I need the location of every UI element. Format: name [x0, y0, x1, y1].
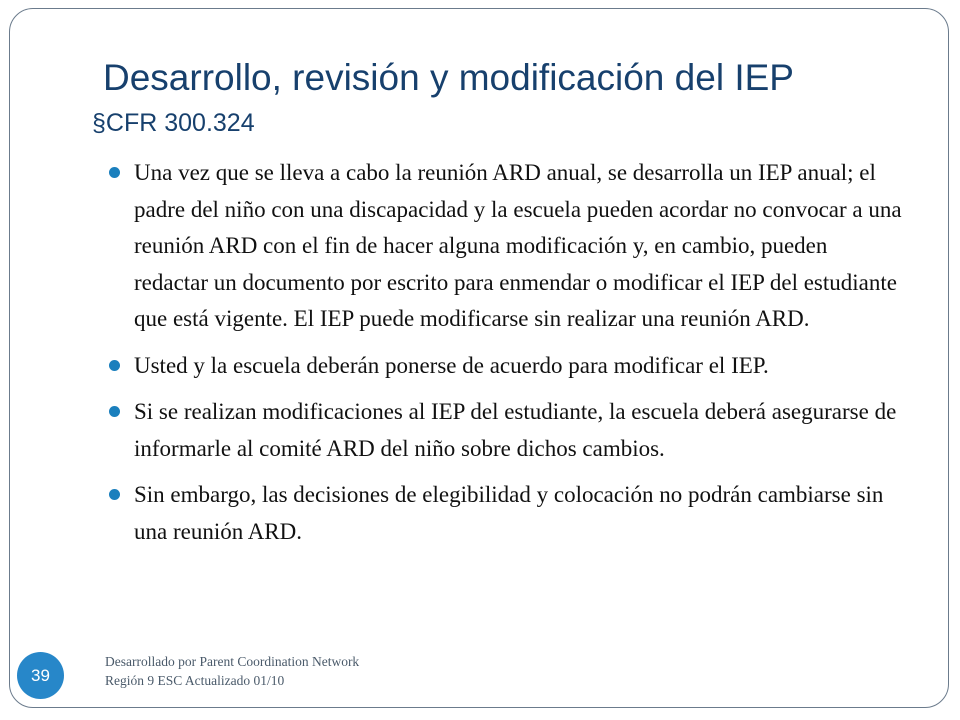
bullet-text: Si se realizan modificaciones al IEP del estudiante, la escuela deberá asegurarse de informarle al comité ARD del niño sobre dichos cambios.: [134, 399, 897, 461]
bullet-list: [105, 155, 905, 560]
bullet-icon: [109, 489, 120, 500]
bullet-item: [105, 155, 905, 338]
bullet-item: [105, 394, 905, 467]
bullet-item: [105, 348, 905, 385]
slide-title: Desarrollo, revisión y modificación del IEP: [103, 57, 794, 98]
bullet-text: Sin embargo, las decisiones de elegibilidad y colocación no podrán cambiarse sin una reunión ARD.: [134, 482, 884, 544]
bullet-text: Una vez que se lleva a cabo la reunión ARD anual, se desarrolla un IEP anual; el padre del niño con una discapacidad y la escuela pueden acordar no convocar a una reunión ARD con el fin de hacer alguna modificación y, en cambio, pueden redactar un documento por escrito para enmendar o modificar el IEP del estudiante que está vigente. El IEP puede modificarse sin realizar una reunión ARD.: [134, 160, 902, 331]
bullet-item: [105, 477, 905, 550]
footer-credit: Desarrollado por Parent Coordination Network: [105, 654, 360, 669]
bullet-text: Usted y la escuela deberán ponerse de acuerdo para modificar el IEP.: [134, 352, 769, 378]
page-number-badge: 39: [17, 652, 64, 699]
bullet-icon: [109, 167, 120, 178]
slide-subtitle: §CFR 300.324: [92, 109, 255, 137]
bullet-icon: [109, 406, 120, 417]
footer-region-date: Región 9 ESC Actualizado 01/10: [105, 673, 285, 688]
bullet-icon: [109, 360, 120, 371]
footer: [105, 652, 359, 690]
